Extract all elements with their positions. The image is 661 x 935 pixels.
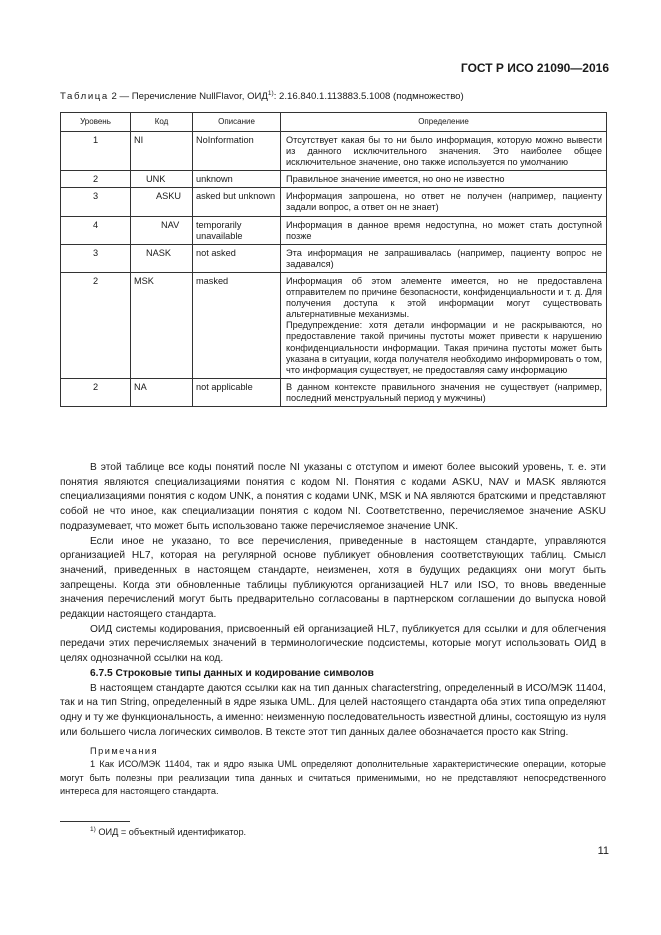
- body-paragraph: Если иное не указано, то все перечисления, приведенные в настоящем стандарте, управляются организацией HL7, которая на регулярной основе публикует обновления соответствующих таблиц. Смысл значений, приведенных в настоящем стандарте, неизменен, хотя в будущих редакциях они могут быть запрещены. Когда эти обновленные таблицы публикуются организацией HL7 или ISO, то вновь введенные значения перечислений могут быть предварительно согласованы в партнерском соглашении до выпуска новой редакции настоящего стандарта.: [60, 535, 606, 621]
- cell-definition: В данном контексте правильного значения не существует (например, последний менструальный период у мужчины): [281, 378, 607, 406]
- table-row: [61, 188, 607, 216]
- table-row: [61, 378, 607, 406]
- code-value: MSK: [134, 275, 154, 286]
- footnote: [90, 827, 246, 837]
- table-row: [61, 132, 607, 171]
- body-paragraph: В настоящем стандарте даются ссылки как на тип данных characterstring, определенный в ИСО/МЭК 11404, так и на тип String, определенный в ядре языка UML. Для целей настоящего стандарта оба этих типа определяют одну и ту же функциональность, а именно: неизменную последовательность известной длины, состоящую из нуля или большего числа логических символов. В тексте этот тип данных далее обозначается просто как String.: [60, 682, 606, 738]
- cell-code: [131, 171, 193, 188]
- cell-level: 1: [61, 132, 131, 171]
- code-value: NAV: [161, 219, 180, 230]
- table-caption-oid: : 2.16.840.1.113883.5.1008 (подмножество): [273, 91, 464, 102]
- footnote-marker: 1): [90, 825, 96, 833]
- section-heading: 6.7.5 Строковые типы данных и кодирование символов: [90, 667, 374, 679]
- cell-description: not applicable: [193, 378, 281, 406]
- note-item: 1 Как ИСО/МЭК 11404, так и ядро языка UML определяют дополнительные характеристические операции, которые могут быть полезны при реализации типа данных и считаться применимыми, но не представляют непосредственного интереса для настоящего стандарта.: [60, 759, 606, 796]
- column-header-code: Код: [131, 113, 193, 132]
- cell-level: 3: [61, 188, 131, 216]
- table-row: [61, 216, 607, 244]
- footnote-text: ОИД = объектный идентификатор.: [95, 827, 247, 837]
- cell-level: 3: [61, 244, 131, 272]
- cell-description: masked: [193, 272, 281, 378]
- column-header-level: Уровень: [61, 113, 131, 132]
- body-text: [60, 461, 606, 740]
- cell-level: 2: [61, 171, 131, 188]
- code-value: NA: [134, 381, 147, 392]
- notes-block: [60, 745, 606, 798]
- definition-text: Информация об этом элементе имеется, но не предоставлена отправителем по причине безопасности, конфиденциальности и т. д. Для получения доступа к этой информации могут существовать альтернативные механизмы.: [286, 275, 602, 320]
- code-value: NI: [134, 135, 144, 145]
- table-row: [61, 244, 607, 272]
- page-number: 11: [597, 845, 609, 857]
- footnote-divider: [60, 821, 130, 822]
- table-header-row: [61, 113, 607, 132]
- body-paragraph: В этой таблице все коды понятий после NI указаны с отступом и имеют более высокий уровень, т. е. эти понятия являются специализациями понятия с кодом NI. Понятия с кодами ASKU, NAV и MASK являются специализациями понятия с кодом UNK, а понятия с кодами UNK, MSK и NA являются братскими и представляют собой не что иное, как специализации понятия с кодом NI. Соответственно, перечисляемое значение ASKU подразумевает, что может быть использовано также перечисляемое значение UNK.: [60, 462, 606, 532]
- cell-description: unknown: [193, 171, 281, 188]
- code-value: ASKU: [156, 191, 182, 202]
- notes-heading: Примечания: [90, 746, 159, 756]
- cell-code: [131, 216, 193, 244]
- cell-definition: Эта информация не запрашивалась (например, пациенту вопрос не задавался): [281, 244, 607, 272]
- cell-description: temporarily unavailable: [193, 216, 281, 244]
- cell-code: [131, 132, 193, 171]
- column-header-definition: Определение: [281, 113, 607, 132]
- cell-definition: [281, 272, 607, 378]
- cell-description: NoInformation: [193, 132, 281, 171]
- cell-definition: Правильное значение имеется, но оно не известно: [281, 171, 607, 188]
- cell-level: 2: [61, 272, 131, 378]
- definition-warning: Предупреждение: хотя детали информации и не раскрываются, но предоставление такой причины пустоты может привести к нарушению конфиденциальности информации. Такая причина пустоты может быть указана в ситуации, когда получателя необходимо информировать о том, что информация существует, не предоставляя саму информацию: [286, 320, 602, 375]
- column-header-description: Описание: [193, 113, 281, 132]
- table-caption: [60, 91, 464, 102]
- table-caption-prefix: Таблица: [60, 91, 109, 102]
- cell-level: 4: [61, 216, 131, 244]
- cell-level: 2: [61, 378, 131, 406]
- table-caption-footnote-ref: 1): [267, 89, 274, 97]
- table-caption-title: 2 — Перечисление NullFlavor, ОИД: [108, 91, 268, 102]
- cell-definition: Отсутствует какая бы то ни было информация, которую можно вывести из данного исключительного значения. Это наиболее общее исключительное значение, оно также используется по умолчанию: [281, 132, 607, 171]
- cell-description: asked but unknown: [193, 188, 281, 216]
- table-row: [61, 272, 607, 378]
- page-header-standard: ГОСТ Р ИСО 21090—2016: [460, 61, 609, 75]
- cell-code: [131, 244, 193, 272]
- cell-code: [131, 188, 193, 216]
- cell-code: [131, 378, 193, 406]
- code-value: UNK: [146, 174, 166, 185]
- cell-definition: Информация запрошена, но ответ не получен (например, пациенту задали вопрос, а ответ он не знает): [281, 188, 607, 216]
- cell-code: [131, 272, 193, 378]
- nullflavor-table: [60, 112, 607, 407]
- cell-description: not asked: [193, 244, 281, 272]
- body-paragraph: ОИД системы кодирования, присвоенный ей организацией HL7, публикуется для ссылки и для облегчения передачи этих перечисляемых значений в терминологические подсистемы, которые могут использовать ОИД в целях однозначной ссылки на код.: [60, 623, 606, 665]
- cell-definition: Информация в данное время недоступна, но может стать доступной позже: [281, 216, 607, 244]
- code-value: NASK: [146, 247, 172, 258]
- table-row: [61, 171, 607, 188]
